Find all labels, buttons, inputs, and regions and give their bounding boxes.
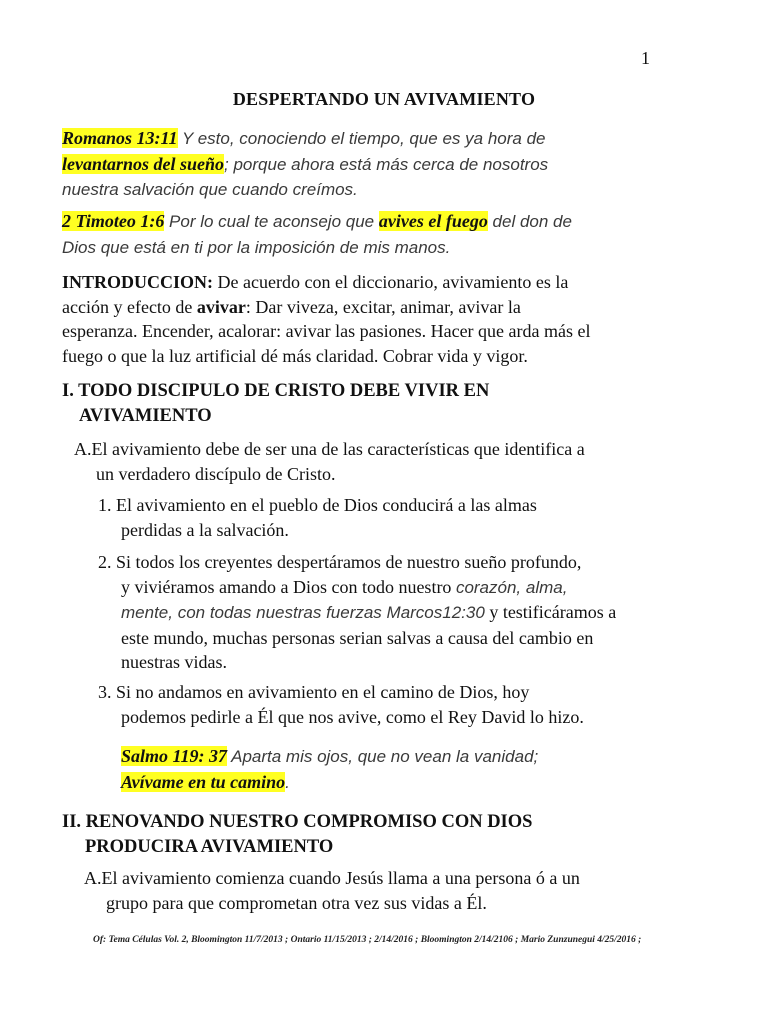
point-text: grupo para que comprometan otra vez sus vidas a Él. <box>106 892 487 913</box>
verse-timoteo <box>62 209 712 260</box>
list-marker: 3. <box>98 682 112 702</box>
verse-text: del don de <box>487 212 572 231</box>
list-marker: A. <box>84 868 102 888</box>
verse-text: Aparta mis ojos, que no vean la vanidad; <box>227 747 539 766</box>
verse-text: Dios que está en ti por la imposición de mis manos. <box>62 237 451 257</box>
subpoint-text: Si no andamos en avivamiento en el camino de Dios, hoy <box>116 682 530 702</box>
verse-text: ; porque ahora está más cerca de nosotros <box>224 154 549 174</box>
subpoint-1 <box>98 493 698 542</box>
section-heading <box>62 379 489 429</box>
subpoint-text: y testificáramos a <box>484 602 617 622</box>
subpoint-text: Si todos los creyentes despertáramos de nuestro sueño profundo, <box>116 552 582 572</box>
point-text: El avivamiento debe de ser una de las características que identifica a <box>91 439 585 459</box>
intro-text: esperanza. Encender, acalorar: avivar las pasiones. Hacer que arda más el <box>62 321 591 341</box>
verse-highlight: levantarnos del sueño <box>62 153 225 174</box>
subpoint-text: perdidas a la salvación. <box>121 519 289 540</box>
verse-text: Por lo cual te aconsejo que <box>164 212 379 231</box>
verse-reference: Romanos 13:11 <box>62 128 178 148</box>
section-heading-line: II. RENOVANDO NUESTRO COMPROMISO CON DIOS <box>62 812 533 832</box>
list-marker: A. <box>74 439 92 459</box>
section-heading-line: PRODUCIRA AVIVAMIENTO <box>85 837 334 857</box>
subpoint-3 <box>98 680 698 729</box>
intro-text: acción y efecto de <box>62 296 197 317</box>
page-title: DESPERTANDO UN AVIVAMIENTO <box>232 89 536 109</box>
point-a <box>84 866 714 915</box>
verse-salmo <box>121 744 701 795</box>
point-a <box>74 437 714 486</box>
subpoint-text: este mundo, muchas personas serian salvas a causa del cambio en <box>121 627 594 648</box>
verse-text: nuestra salvación que cuando creímos. <box>62 180 358 199</box>
intro-text: : Dar viveza, excitar, animar, avivar la <box>245 296 521 317</box>
subpoint-text: y viviéramos amando a Dios con todo nuestro <box>121 576 456 597</box>
section-heading-line: AVIVAMIENTO <box>79 406 212 426</box>
list-marker: 1. <box>98 495 112 515</box>
verse-text: Y esto, conociendo el tiempo, que es ya hora de <box>177 129 546 148</box>
page-number: 1 <box>641 48 650 68</box>
subpoint-text: nuestras vidas. <box>121 652 227 672</box>
page-footer: Of: Tema Células Vol. 2, Bloomington 11/7/2013 ; Ontario 11/15/2013 ; 2/14/2016 ; Bloomington 2/14/2106 ; Mario Zunzunegui 4/25/2016 ; <box>93 935 642 945</box>
intro-text: De acuerdo con el diccionario, avivamiento es la <box>213 272 569 292</box>
verse-highlight: Avívame en tu camino <box>121 771 286 792</box>
intro-label: INTRODUCCION: <box>62 272 214 292</box>
point-text: El avivamiento comienza cuando Jesús llama a una persona ó a un <box>101 868 580 888</box>
subpoint-text: El avivamiento en el pueblo de Dios conducirá a las almas <box>116 495 537 515</box>
introduction <box>62 270 722 368</box>
scripture-quote: mente, con todas nuestras fuerzas Marcos12:30 <box>121 603 485 622</box>
subpoint-2 <box>98 550 698 675</box>
list-marker: 2. <box>98 552 112 572</box>
verse-reference: Salmo 119: 37 <box>121 746 228 766</box>
point-text: un verdadero discípulo de Cristo. <box>96 463 336 484</box>
verse-reference: 2 Timoteo 1:6 <box>62 211 165 231</box>
subpoint-text: podemos pedirle a Él que nos avive, como el Rey David lo hizo. <box>121 706 584 727</box>
section-heading-line: I. TODO DISCIPULO DE CRISTO DEBE VIVIR EN <box>62 381 490 401</box>
intro-keyword: avivar <box>196 296 246 317</box>
verse-highlight: avives el fuego <box>378 211 488 231</box>
scripture-quote: corazón, alma, <box>455 577 568 597</box>
intro-text: fuego o que la luz artificial dé más claridad. Cobrar vida y vigor. <box>62 345 528 366</box>
verse-romanos <box>62 126 702 203</box>
verse-text: . <box>285 772 290 792</box>
section-heading <box>62 810 532 860</box>
